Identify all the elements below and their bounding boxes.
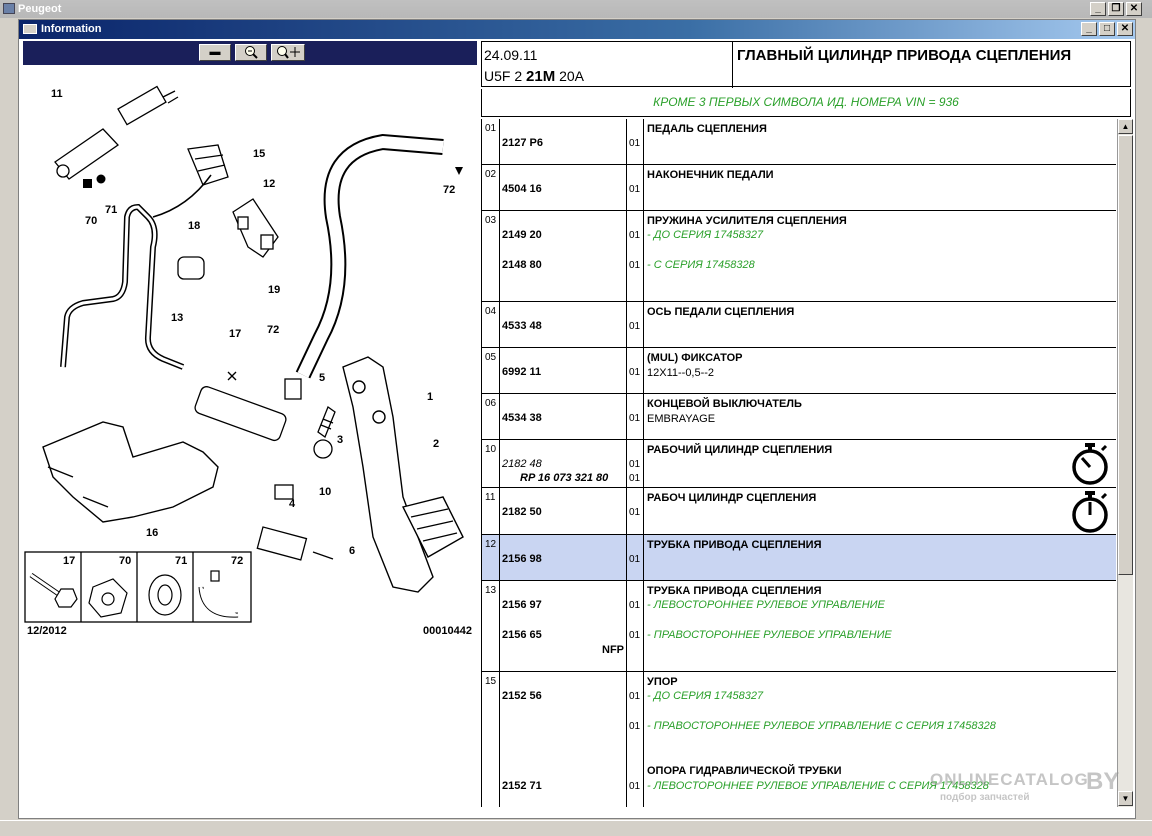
status-bar [0,820,1152,836]
part-19-bracket[interactable] [233,199,278,257]
parts-pane [481,41,1133,821]
table-row[interactable]: 05 6992 11 01 (MUL) ФИКСАТОР 12X11--0,5--2 [482,348,1116,394]
part-16-support[interactable] [43,422,218,522]
model-code: U5F 2 21M 20A [484,68,585,85]
stopwatch-icon[interactable] [1070,442,1110,486]
callout-70[interactable]: 70 [85,215,98,227]
callout-19[interactable]: 19 [268,284,281,296]
diagram-date: 12/2012 [27,625,67,637]
vin-note: КРОМЕ 3 ПЕРВЫХ СИМВОЛА ИД. НОМЕРА VIN = 936 [481,89,1131,117]
catalog-header [481,41,1131,87]
diagram-code: 00010442 [423,625,472,637]
collapse-button[interactable]: ▬ [199,44,231,61]
window-minimize-icon[interactable]: _ [1081,22,1097,36]
table-row[interactable]: 03 2149 20 2148 80 01 01 ПРУЖИНА УСИЛИТЕЛЯ СЦЕПЛЕНИЯ - ДО СЕРИЯ 17458327 - С СЕРИЯ 17458328 [482,211,1116,302]
table-row-selected[interactable]: 12 2156 98 01 ТРУБКА ПРИВОДА СЦЕПЛЕНИЯ [482,535,1116,581]
callout-18[interactable]: 18 [188,220,201,232]
diagram-pane [23,41,479,641]
scroll-thumb[interactable] [1118,135,1133,575]
part-5-retainer[interactable] [285,379,301,399]
stopwatch-icon[interactable] [1070,490,1110,534]
table-row[interactable]: 04 4533 48 01 ОСЬ ПЕДАЛИ СЦЕПЛЕНИЯ [482,302,1116,348]
part-6-switch[interactable] [257,527,333,560]
background-strip [0,18,18,818]
part-4-axle[interactable] [275,485,293,499]
exploded-parts-diagram [23,67,479,637]
table-row[interactable]: 10 2182 48 RP 16 073 321 80 01 01 РАБОЧИЙ ЦИЛИНДР СЦЕПЛЕНИЯ [482,440,1116,488]
part-10-slave-cylinder[interactable] [193,372,332,458]
table-row[interactable]: 01 2127 P6 01 ПЕДАЛЬ СЦЕПЛЕНИЯ [482,119,1116,165]
callout-2[interactable]: 2 [433,438,440,450]
callout-12[interactable]: 12 [263,178,276,190]
callout-1[interactable]: 1 [427,391,434,403]
restore-icon[interactable]: ❐ [1108,2,1124,16]
legend-72[interactable]: 72 [231,555,244,567]
scroll-down-icon[interactable]: ▼ [1118,791,1133,806]
magnifier-minus-icon [243,45,259,59]
window-titlebar [19,20,1135,39]
table-row[interactable]: 15 2152 56 2152 71 01 01 01 УПОР - ДО СЕРИЯ 17458327 - ПРАВОСТОРОННЕЕ РУЛЕВОЕ УПРАВЛЕНИЕ С СЕРИЯ 17458328 ОПОРА ГИДРАВЛИЧЕСКОЙ ТРУБКИ - ЛЕВОСТОРОННЕЕ РУЛЕВОЕ УПРАВЛЕНИЕ С СЕРИЯ 17458328 [482,672,1116,807]
part-3-spring[interactable] [318,407,335,437]
table-row[interactable]: 06 4534 38 01 КОНЦЕВОЙ ВЫКЛЮЧАТЕЛЬ EMBRAYAGE [482,394,1116,440]
callout-3[interactable]: 3 [337,434,344,446]
table-row[interactable]: 02 4504 16 01 НАКОНЕЧНИК ПЕДАЛИ [482,165,1116,211]
window-maximize-icon[interactable]: □ [1099,22,1115,36]
diagram-toolbar [23,41,477,65]
minimize-icon[interactable]: _ [1090,2,1106,16]
magnifier-move-icon [275,45,301,59]
callout-13[interactable]: 13 [171,312,184,324]
nfp-flag: NFP [602,644,624,656]
part-18-bushing[interactable] [178,257,204,279]
page-title: ГЛАВНЫЙ ЦИЛИНДР ПРИВОДА СЦЕПЛЕНИЯ [732,42,1132,88]
callout-72-top[interactable]: 72 [443,184,456,196]
part-70-square[interactable] [83,179,92,188]
scroll-up-icon[interactable]: ▲ [1118,119,1133,134]
peugeot-app-icon [3,3,15,14]
vertical-scrollbar[interactable] [1117,119,1133,807]
callout-17[interactable]: 17 [229,328,242,340]
fastener-legend [25,552,251,622]
information-window [18,19,1136,819]
callout-6[interactable]: 6 [349,545,356,557]
callout-71[interactable]: 71 [105,204,118,216]
table-row[interactable]: 11 2182 50 01 РАБОЧ ЦИЛИНДР СЦЕПЛЕНИЯ [482,488,1116,535]
part-71-ring[interactable] [97,175,106,184]
legend-17[interactable]: 17 [63,555,76,567]
legend-71[interactable]: 71 [175,555,188,567]
parts-table [481,119,1116,807]
app-titlebar [0,0,1152,18]
callout-16[interactable]: 16 [146,527,159,539]
zoom-out-button[interactable] [235,44,267,61]
part-11-master-cylinder[interactable] [55,87,178,180]
callout-72-mid[interactable]: 72 [267,324,280,336]
close-icon[interactable]: ✕ [1126,2,1142,16]
callout-15[interactable]: 15 [253,148,266,160]
window-title: Information [41,23,102,35]
part-1-clutch-pedal[interactable] [343,357,433,592]
callout-10[interactable]: 10 [319,486,332,498]
callout-4[interactable]: 4 [289,498,296,510]
window-close-icon[interactable]: ✕ [1117,22,1133,36]
legend-70[interactable]: 70 [119,555,132,567]
callout-11[interactable]: 11 [51,88,63,100]
app-title: Peugeot [18,3,62,15]
zoom-fit-button[interactable] [271,44,305,61]
callout-5[interactable]: 5 [319,372,326,384]
catalog-date: 24.09.11 [484,47,538,63]
window-icon [23,24,37,34]
table-row[interactable]: 13 2156 97 2156 65 NFP 01 01 ТРУБКА ПРИВОДА СЦЕПЛЕНИЯ - ЛЕВОСТОРОННЕЕ РУЛЕВОЕ УПРАВЛЕНИЕ - ПРАВОСТОРОННЕЕ РУЛЕВОЕ УПРАВЛЕНИЕ [482,581,1116,672]
watermark: ONLINECATALOG подбор запчастей BY [930,768,1120,803]
